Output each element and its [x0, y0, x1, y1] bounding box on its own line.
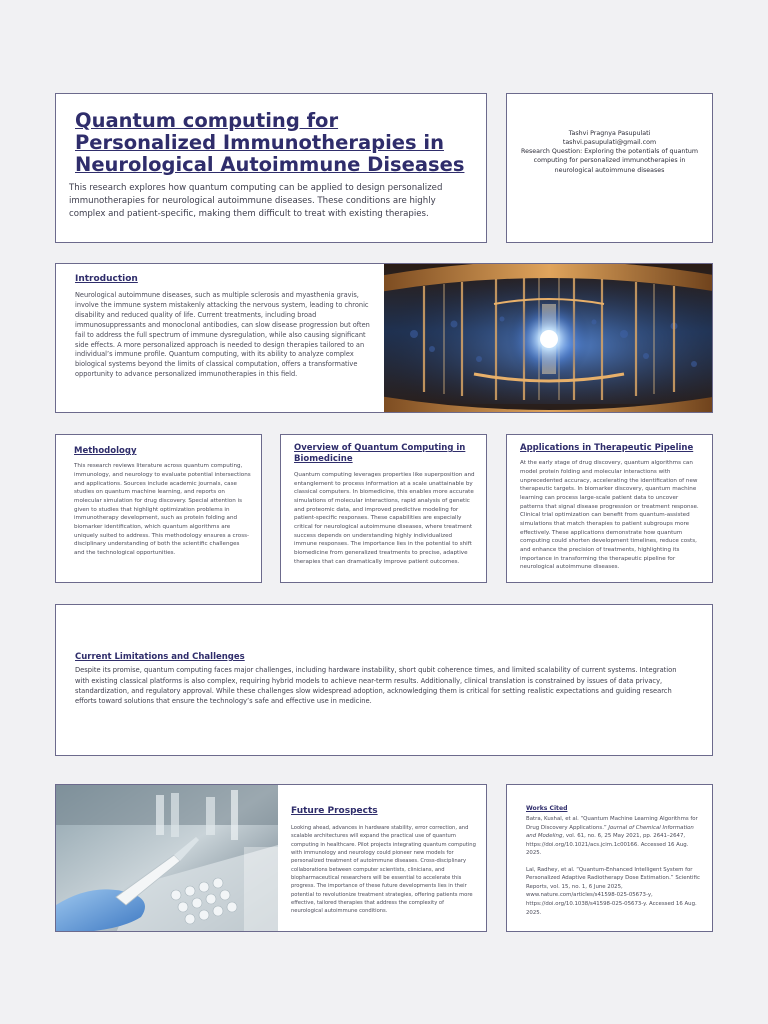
poster-summary: This research explores how quantum computing can be applied to design personalized immunotherapies for neurological autoimmune diseases. These conditions are highly complex and patient-specific, making them difficult to treat with existing therapies.	[69, 183, 443, 220]
works-cited-section	[506, 784, 713, 932]
limitations-body: Despite its promise, quantum computing faces major challenges, including hardware instability, short qubit coherence times, and limited scalability of current systems. Integration with existing classical platforms is also complex, requiring hybrid models to achieve near-term results. Additionally, clinical translation is constrained by issues of data privacy, standardization, and regulatory approval. While these challenges slow widespread adoption, acknowledging them is critical for setting realistic expectations and guiding research efforts toward solutions that ensure the technology’s safe and effective use in medicine.	[75, 666, 677, 706]
author-email: tashvi.pasupulati@gmail.com	[562, 139, 657, 147]
applications-heading: Applications in Therapeutic Pipeline	[520, 443, 694, 453]
applications-section	[506, 434, 713, 583]
methodology-body: This research reviews literature across quantum computing, immunology, and neurology to evaluate potential intersections and applications. Sources include academic journals, case studies on quantum machine learning, and reports on molecular simulation for drug discovery. Special attention is given to studies that highlight optimization problems in immunotherapy development, such as protein folding and biomarker identification, which quantum algorithms are uniquely suited to address. This methodology ensures a cross-disciplinary understanding of both the scientific challenges and the technological opportunities.	[74, 463, 251, 557]
limitations-section	[55, 604, 713, 756]
author-name: Tashvi Pragnya Pasupulati	[568, 130, 651, 137]
overview-heading: Overview of Quantum Computing in Biomedicine	[294, 443, 466, 465]
citation-journal: Journal of Chemical Information and Modeling	[526, 824, 694, 840]
future-prospects-section	[55, 784, 487, 932]
citation-text: Lal, Radhey, et al. “Quantum-Enhanced Intelligent System for Personalized Adaptive Radiotherapy Dose Estimation.” Scientific Reports, vol. 15, no. 1, 6 June 2025, www.nature.com/articles/s41598-025-05673-y, https://doi.org/10.1038/s41598-025-05673-y. Accessed 16 Aug. 2025.	[526, 866, 700, 916]
introduction-body: Neurological autoimmune diseases, such as multiple sclerosis and myasthenia gravis, involve the immune system mistakenly attacking the nervous system, leading to chronic disability and reduced quality of life. Current treatments, including broad immunosuppressants and monoclonal antibodies, can slow disease progression but often fail to address the full spectrum of immune dysregulation, while also causing significant side effects. A more personalized approach is needed to design therapies tailored to an individual’s immune profile. Quantum computing, with its ability to analyze complex biological systems beyond the limits of classical computation, offers a transformative opportunity to advance personalized immunotherapies in this field.	[75, 291, 370, 379]
citation-details: , vol. 61, no. 6, 25 May 2021, pp. 2641–2647, https://doi.org/10.1021/acs.jcim.1c00166. Accessed 16 Aug. 2025.	[526, 833, 689, 857]
introduction-section	[55, 263, 713, 413]
limitations-heading: Current Limitations and Challenges	[75, 652, 245, 662]
future-heading: Future Prospects	[291, 806, 378, 816]
introduction-heading: Introduction	[75, 274, 138, 284]
citation-text: Batra, Kushal, et al. “Quantum Machine Learning Algorithms for Drug Discovery Applications.”	[526, 816, 698, 831]
citation-entry	[526, 815, 700, 858]
research-question: Research Question: Exploring the potentials of quantum computing for personalized immunotherapies in neurological autoimmune diseases	[521, 148, 698, 174]
works-cited-heading: Works Cited	[526, 805, 568, 812]
citation-entry	[526, 866, 700, 917]
introduction-text-block	[75, 273, 375, 380]
author-panel	[506, 93, 713, 243]
quantum-computer-image	[384, 264, 713, 413]
methodology-heading: Methodology	[74, 446, 137, 456]
author-info	[517, 129, 702, 175]
lab-pipette-image	[56, 785, 278, 932]
future-body: Looking ahead, advances in hardware stability, error correction, and scalable architectures will expand the practical use of quantum computing in healthcare. Pilot projects integrating quantum computing with immunology and neurology could pioneer new models for personalized treatment of autoimmune diseases. Cross-disciplinary collaborations between computer scientists, clinicians, and biopharmaceutical researchers will be essential to accelerate this progress. The importance of these future developments lies in their potential to revolutionize treatment strategies, offering patients more effective, tailored therapies that address the complexity of neurological autoimmune conditions.	[291, 825, 476, 915]
poster-title: Quantum computing for Personalized Immunotherapies in Neurological Autoimmune Diseases	[75, 109, 465, 177]
methodology-section	[55, 434, 262, 583]
overview-body: Quantum computing leverages properties like superposition and entanglement to process information at a scale unattainable by classical computers. In biomedicine, this enables more accurate simulations of molecular interactions, rapid analysis of genetic and proteomic data, and improved predictive modeling for patient-specific responses. These capabilities are especially critical for neurological autoimmune diseases, where treatment success depends on understanding highly individualized immune responses. The importance lies in the potential to shift biomedicine from generalized treatments to precise, adaptive therapies that can dramatically improve patient outcomes.	[294, 471, 475, 565]
title-panel	[55, 93, 487, 243]
applications-body: At the early stage of drug discovery, quantum algorithms can model protein folding and molecular interactions with unprecedented accuracy, accelerating the identification of new therapeutic targets. In biomarker discovery, quantum machine learning can process large-scale patient data to uncover patterns that signal disease progression or treatment response. Clinical trial optimization can benefit from quantum-assisted simulations that match therapies to patient subgroups more effectively. These applications demonstrate how quantum computing could shorten development timelines, reduce costs, and enhance the precision of treatments, highlighting its importance in transforming the therapeutic pipeline for neurological autoimmune diseases.	[520, 460, 699, 571]
overview-section	[280, 434, 487, 583]
